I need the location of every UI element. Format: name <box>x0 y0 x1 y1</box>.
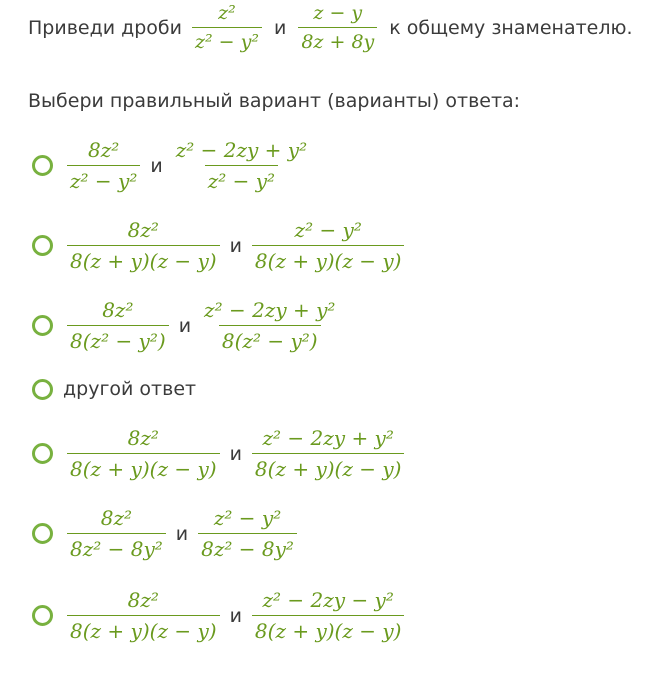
answer-option-1[interactable] <box>32 138 314 193</box>
question-line <box>28 0 633 55</box>
fraction-numerator: z² − 2zy + y² <box>204 298 336 322</box>
answer-option-2[interactable] <box>32 218 408 273</box>
fraction-denominator: 8(z + y)(z − y) <box>67 615 220 643</box>
answer-option-6[interactable] <box>32 506 301 561</box>
radio-button[interactable] <box>32 155 53 176</box>
option-conjunction: и <box>175 522 189 545</box>
option-conjunction: и <box>229 442 242 465</box>
fraction-denominator: 8(z + y)(z − y) <box>67 245 220 273</box>
fraction-denominator: 8(z + y)(z − y) <box>67 453 220 481</box>
fraction-denominator: 8z + 8y <box>298 27 377 53</box>
answer-option-3[interactable] <box>32 298 342 353</box>
answer-option-5[interactable] <box>32 426 408 481</box>
fraction-numerator: z − y <box>313 2 363 24</box>
answer-option-7[interactable] <box>32 588 408 643</box>
option-fraction-b <box>173 138 310 193</box>
option-fraction-a <box>67 218 220 273</box>
option-fraction-a <box>67 426 220 481</box>
option-conjunction: и <box>178 314 192 337</box>
option-fraction-a <box>67 588 220 643</box>
answer-instruction: Выбери правильный вариант (варианты) ответа: <box>28 90 521 112</box>
fraction-denominator: z² − y² <box>192 27 262 53</box>
fraction-numerator: z² <box>218 2 236 24</box>
question-conjunction: и <box>273 16 287 39</box>
answer-option-4[interactable] <box>32 378 196 400</box>
fraction-denominator: 8(z² − y²) <box>219 325 321 353</box>
question-suffix: к общему знаменателю. <box>389 16 633 39</box>
fraction-numerator: z² − 2zy + y² <box>175 138 308 162</box>
question-fraction-2 <box>298 2 377 53</box>
option-fraction-a <box>67 138 140 193</box>
question-fraction-1 <box>192 2 262 53</box>
radio-button[interactable] <box>32 523 53 544</box>
radio-button[interactable] <box>32 235 53 256</box>
fraction-numerator: z² − y² <box>294 218 362 242</box>
fraction-numerator: 8z² <box>127 588 159 612</box>
option-fraction-b <box>252 588 405 643</box>
fraction-numerator: z² − y² <box>213 506 282 530</box>
option-fraction-b <box>198 506 297 561</box>
fraction-numerator: 8z² <box>127 426 159 450</box>
fraction-denominator: 8(z + y)(z − y) <box>252 615 405 643</box>
fraction-denominator: z² − y² <box>205 165 278 193</box>
fraction-numerator: 8z² <box>100 506 133 530</box>
radio-button[interactable] <box>32 379 53 400</box>
fraction-denominator: 8(z + y)(z − y) <box>252 453 405 481</box>
fraction-denominator: 8(z + y)(z − y) <box>252 245 405 273</box>
fraction-denominator: 8z² − 8y² <box>67 533 166 561</box>
option-fraction-b <box>252 218 405 273</box>
option-fraction-b <box>252 426 405 481</box>
fraction-denominator: 8(z² − y²) <box>67 325 169 353</box>
radio-button[interactable] <box>32 315 53 336</box>
fraction-numerator: z² − 2zy + y² <box>262 426 394 450</box>
option-conjunction: и <box>150 154 163 177</box>
radio-button[interactable] <box>32 605 53 626</box>
option-conjunction: и <box>229 604 242 627</box>
fraction-denominator: z² − y² <box>67 165 140 193</box>
option-fraction-a <box>67 298 169 353</box>
option-conjunction: и <box>229 234 242 257</box>
option-label: другой ответ <box>63 378 197 400</box>
option-fraction-a <box>67 506 166 561</box>
fraction-numerator: z² − 2zy − y² <box>262 588 394 612</box>
option-fraction-b <box>201 298 338 353</box>
question-prefix: Приведи дроби <box>28 16 182 39</box>
fraction-numerator: 8z² <box>102 298 134 322</box>
radio-button[interactable] <box>32 443 53 464</box>
fraction-numerator: 8z² <box>88 138 120 162</box>
fraction-numerator: 8z² <box>127 218 159 242</box>
fraction-denominator: 8z² − 8y² <box>198 533 297 561</box>
